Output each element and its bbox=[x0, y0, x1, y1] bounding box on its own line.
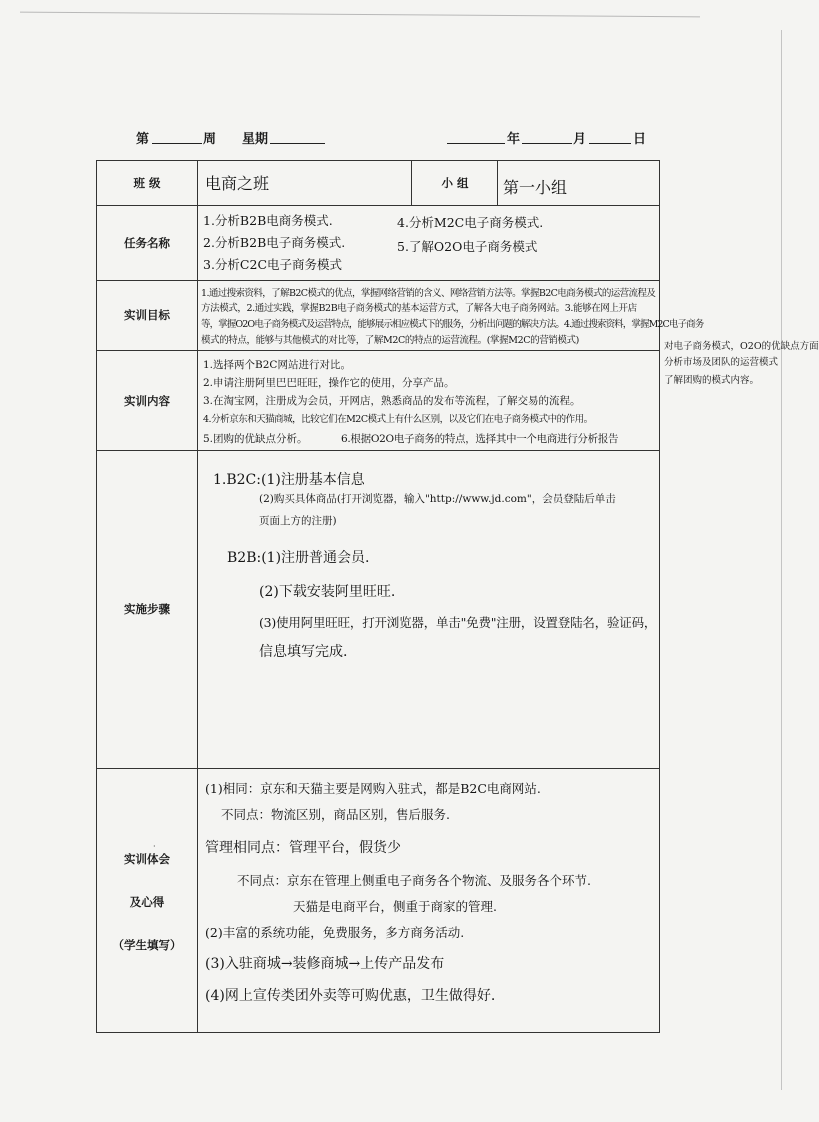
content-line: 5.团购的优缺点分析。 bbox=[203, 433, 308, 445]
task-label: 任务名称 bbox=[124, 236, 170, 250]
training-record-form bbox=[96, 160, 704, 1033]
content-line: 6.根据O2O电子商务的特点，选择其中一个电商进行分析报告 bbox=[341, 433, 619, 445]
goal-label: 实训目标 bbox=[124, 308, 170, 322]
class-label: 班 级 bbox=[133, 176, 161, 190]
goal-line: 1.通过搜索资料，了解B2C模式的优点，掌握网络营销的含义、网络营销方法等。掌握B2C电商务模式的运营流程及 bbox=[201, 288, 656, 299]
reflection-label-line3: （学生填写） bbox=[112, 938, 182, 952]
goal-line: 等，掌握O2O电子商务模式及运营特点，能够展示相应模式下的服务，分析出问题的解决方法。4.通过搜索资料，掌握M2C电子商务 bbox=[201, 319, 704, 330]
reflection-line: 不同点：物流区别，商品区别，售后服务. bbox=[221, 807, 450, 822]
year-blank bbox=[447, 143, 505, 144]
task-item: 4.分析M2C电子商务模式. bbox=[397, 215, 544, 230]
reflection-line: (4)网上宣传类团外卖等可购优惠，卫生做得好. bbox=[205, 988, 496, 1004]
row-divider bbox=[97, 350, 659, 351]
reflection-label-line1: 实训体会 bbox=[124, 852, 170, 866]
day-blank bbox=[589, 143, 631, 144]
scan-edge bbox=[20, 12, 700, 18]
goal-overflow-line: 对电子商务模式，O2O的优缺点方面 bbox=[664, 341, 819, 352]
weekday-label: 星期 bbox=[242, 132, 269, 147]
content-line: 3.在淘宝网，注册成为会员，开网店，熟悉商品的发布等流程，了解交易的流程。 bbox=[203, 395, 581, 407]
steps-label: 实施步骤 bbox=[124, 602, 170, 616]
reflection-line: 管理相同点：管理平台，假货少 bbox=[205, 840, 401, 856]
group-value-divider bbox=[497, 161, 498, 205]
reflection-line: 不同点：京东在管理上侧重电子商务各个物流、及服务各个环节. bbox=[237, 873, 591, 888]
content-label: 实训内容 bbox=[124, 394, 170, 408]
reflection-label-line2: 及心得 bbox=[129, 895, 165, 909]
content-line: 1.选择两个B2C网站进行对比。 bbox=[203, 359, 351, 371]
reflection-line: 天猫是电商平台，侧重于商家的管理. bbox=[293, 899, 497, 914]
weekday-blank bbox=[270, 143, 325, 144]
content-line: 2.申请注册阿里巴巴旺旺，操作它的使用，分享产品。 bbox=[203, 377, 455, 389]
class-value: 电商之班 bbox=[205, 174, 270, 193]
reflection-line: (1)相同：京东和天猫主要是网购入驻式，都是B2C电商网站. bbox=[205, 781, 541, 796]
scan-speck: · bbox=[153, 842, 156, 851]
steps-line: B2B:(1)注册普通会员. bbox=[227, 550, 370, 566]
row-divider bbox=[97, 450, 659, 451]
content-line: 4.分析京东和天猫商城，比较它们在M2C模式上有什么区别，以及它们在电子商务模式中的作用。 bbox=[203, 414, 593, 425]
row-divider bbox=[97, 768, 659, 769]
week-prefix: 第 bbox=[136, 132, 150, 147]
week-blank bbox=[152, 143, 202, 144]
steps-line: (3)使用阿里旺旺，打开浏览器，单击"免费"注册，设置登陆名，验证码， bbox=[259, 615, 657, 630]
steps-line: 1.B2C:(1)注册基本信息 bbox=[213, 472, 365, 488]
scan-edge bbox=[781, 30, 782, 1090]
task-item: 5.了解O2O电子商务模式 bbox=[397, 239, 538, 254]
steps-line: (2)购买具体商品(打开浏览器，输入"http://www.jd.com"，会员登陆后单击 bbox=[259, 493, 616, 505]
group-value: 第一小组 bbox=[503, 178, 568, 197]
date-header bbox=[0, 128, 793, 148]
steps-line: (2)下载安装阿里旺旺. bbox=[259, 584, 396, 600]
week-suffix: 周 bbox=[203, 132, 217, 147]
row-divider bbox=[97, 205, 659, 206]
task-item: 2.分析B2B电子商务模式. bbox=[203, 235, 346, 250]
row-divider bbox=[97, 280, 659, 281]
year-label: 年 bbox=[507, 132, 521, 147]
steps-line: 信息填写完成. bbox=[259, 644, 348, 660]
month-blank bbox=[522, 143, 572, 144]
goal-overflow-line: 分析市场及团队的运营模式 bbox=[664, 357, 779, 368]
steps-line: 页面上方的注册) bbox=[259, 515, 337, 527]
reflection-line: (3)入驻商城→装修商城→上传产品发布 bbox=[205, 956, 445, 972]
goal-line: 模式的特点，能够与其他模式的对比等，了解M2C的特点的运营流程。(掌握M2C的营销模式) bbox=[201, 335, 579, 346]
group-label: 小 组 bbox=[441, 176, 469, 190]
class-group-divider bbox=[411, 161, 412, 205]
day-label: 日 bbox=[633, 132, 647, 147]
goal-overflow-line: 了解团购的模式内容。 bbox=[664, 375, 760, 386]
label-column-divider bbox=[197, 161, 198, 1033]
month-label: 月 bbox=[573, 132, 587, 147]
goal-line: 方法模式，2.通过实践，掌握B2B电子商务模式的基本运营方式，了解各大电子商务网站。3.能够在网上开店 bbox=[201, 303, 637, 314]
reflection-line: (2)丰富的系统功能，免费服务，多方商务活动. bbox=[205, 925, 465, 940]
task-item: 1.分析B2B电商务模式. bbox=[203, 213, 333, 228]
task-item: 3.分析C2C电子商务模式 bbox=[203, 257, 343, 272]
